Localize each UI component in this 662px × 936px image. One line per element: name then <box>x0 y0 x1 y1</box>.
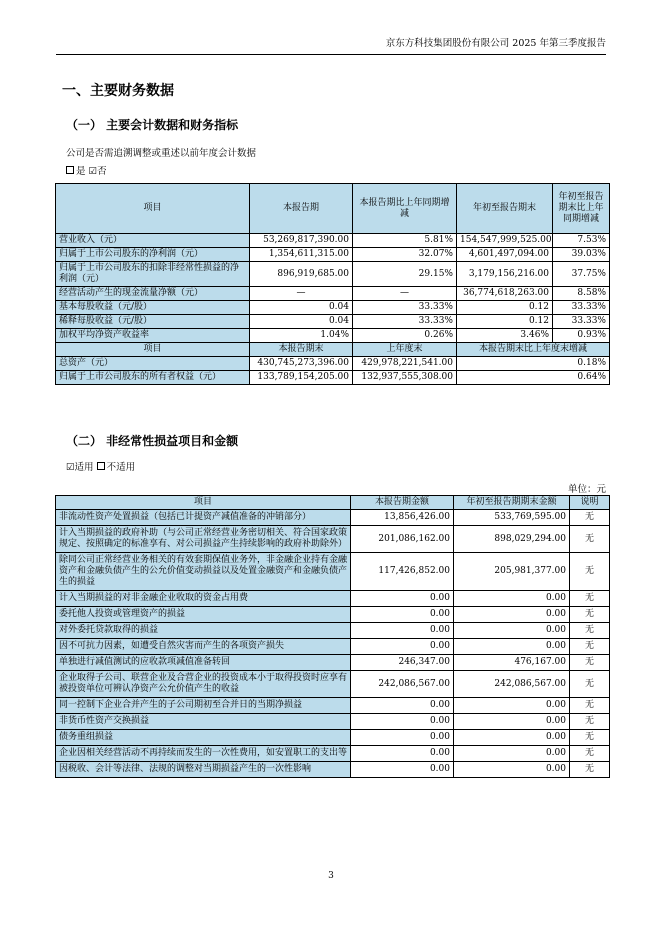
row-label: 非货币性资产交换损益 <box>56 714 351 730</box>
non-recurring-items-table <box>55 495 610 778</box>
value-cell: 0.00 <box>454 591 570 607</box>
column-header: 本报告期末比上年度末增减 <box>457 343 610 357</box>
column-header: 本报告期金额 <box>351 496 454 510</box>
value-cell: 896,919,685.00 <box>250 262 353 287</box>
row-label: 委托他人投资或管理资产的损益 <box>56 607 351 623</box>
value-cell: 0.00 <box>454 623 570 639</box>
value-cell: 0.18% <box>457 357 610 371</box>
value-cell: 154,547,999,525.00 <box>457 234 553 248</box>
row-label: 因税收、会计等法律、法规的调整对当期损益产生的一次性影响 <box>56 762 351 778</box>
table-row <box>56 510 610 526</box>
column-header: 本报告期 <box>250 184 353 234</box>
applicability-options <box>66 462 135 474</box>
table-row <box>56 730 610 746</box>
row-label: 基本每股收益（元/股） <box>56 301 250 315</box>
row-label: 经营活动产生的现金流量净额（元） <box>56 287 250 301</box>
row-label: 营业收入（元） <box>56 234 250 248</box>
value-cell: 0.00 <box>351 698 454 714</box>
column-header: 本报告期比上年同期增减 <box>353 184 457 234</box>
table-row <box>56 714 610 730</box>
option-yes-label: 是 <box>76 166 86 177</box>
row-label: 企业因相关经营活动不再持续而发生的一次性费用，如安置职工的支出等 <box>56 746 351 762</box>
table-header-row <box>56 184 610 234</box>
column-header: 年初至报告期末 <box>457 184 553 234</box>
value-cell: 0.04 <box>250 315 353 329</box>
value-cell: — <box>353 287 457 301</box>
note-cell: 无 <box>570 671 610 698</box>
column-header: 年初至报告期末比上年同期增减 <box>553 184 610 234</box>
row-label: 归属于上市公司股东的净利润（元） <box>56 248 250 262</box>
checkbox-empty-icon <box>97 462 105 470</box>
value-cell: 4,601,497,094.00 <box>457 248 553 262</box>
value-cell: 0.00 <box>454 714 570 730</box>
value-cell: 0.04 <box>250 301 353 315</box>
table-row <box>56 553 610 591</box>
row-label: 归属于上市公司股东的所有者权益（元） <box>56 371 250 385</box>
checkbox-empty-icon <box>66 166 74 174</box>
value-cell: 430,745,273,396.00 <box>250 357 353 371</box>
unit-label: 单位：元 <box>567 484 606 495</box>
restatement-question: 公司是否需追溯调整或重述以前年度会计数据 <box>66 148 257 159</box>
row-label: 加权平均净资产收益率 <box>56 329 250 343</box>
note-cell: 无 <box>570 714 610 730</box>
value-cell: 0.00 <box>454 746 570 762</box>
value-cell: 0.26% <box>353 329 457 343</box>
value-cell: 476,167.00 <box>454 655 570 671</box>
option-not-apply-label: 不适用 <box>106 462 136 473</box>
restatement-options <box>66 166 107 178</box>
value-cell: 53,269,817,390.00 <box>250 234 353 248</box>
row-label: 除同公司正常经营业务相关的有效套期保值业务外，非金融企业持有金融资产和金融负债产生的公允价值变动损益以及处置金融资产和金融负债产生的损益 <box>56 553 351 591</box>
value-cell: 29.15% <box>353 262 457 287</box>
note-cell: 无 <box>570 591 610 607</box>
table-row <box>56 301 610 315</box>
table-header-row <box>56 343 610 357</box>
table-row <box>56 746 610 762</box>
column-header: 说明 <box>570 496 610 510</box>
value-cell: 33.33% <box>353 301 457 315</box>
section-title-financial-data: 一、主要财务数据 <box>62 83 174 99</box>
value-cell: 0.64% <box>457 371 610 385</box>
column-header: 项目 <box>56 496 351 510</box>
value-cell: 3,179,156,216.00 <box>457 262 553 287</box>
subsection-title-accounting-data: （一） 主要会计数据和财务指标 <box>66 118 239 132</box>
note-cell: 无 <box>570 762 610 778</box>
table-row <box>56 655 610 671</box>
row-label: 归属于上市公司股东的扣除非经常性损益的净利润（元） <box>56 262 250 287</box>
row-label: 同一控制下企业合并产生的子公司期初至合并日的当期净损益 <box>56 698 351 714</box>
value-cell: 0.93% <box>553 329 610 343</box>
value-cell: 246,347.00 <box>351 655 454 671</box>
value-cell: 1.04% <box>250 329 353 343</box>
value-cell: — <box>250 287 353 301</box>
value-cell: 32.07% <box>353 248 457 262</box>
column-header: 本报告期末 <box>250 343 353 357</box>
value-cell: 8.58% <box>553 287 610 301</box>
report-header: 京东方科技集团股份有限公司 2025 年第三季度报告 <box>385 38 606 49</box>
subsection-title-non-recurring: （二） 非经常性损益项目和金额 <box>66 434 239 448</box>
value-cell: 0.00 <box>351 623 454 639</box>
note-cell: 无 <box>570 553 610 591</box>
value-cell: 33.33% <box>553 301 610 315</box>
note-cell: 无 <box>570 698 610 714</box>
value-cell: 5.81% <box>353 234 457 248</box>
row-label: 总资产（元） <box>56 357 250 371</box>
row-label: 企业取得子公司、联营企业及合营企业的投资成本小于取得投资时应享有被投资单位可辨认净资产公允价值产生的收益 <box>56 671 351 698</box>
value-cell: 429,978,221,541.00 <box>353 357 457 371</box>
table-row <box>56 262 610 287</box>
row-label: 因不可抗力因素，如遭受自然灾害而产生的各项资产损失 <box>56 639 351 655</box>
value-cell: 242,086,567.00 <box>351 671 454 698</box>
column-header: 年初至报告期期末金额 <box>454 496 570 510</box>
page-number: 3 <box>328 871 334 881</box>
table-row <box>56 248 610 262</box>
column-header: 项目 <box>56 343 250 357</box>
row-label: 非流动性资产处置损益（包括已计提资产减值准备的冲销部分） <box>56 510 351 526</box>
value-cell: 133,789,154,205.00 <box>250 371 353 385</box>
value-cell: 0.00 <box>454 762 570 778</box>
checkbox-checked-icon: ☑ <box>66 462 75 473</box>
value-cell: 3.46% <box>457 329 553 343</box>
value-cell: 132,937,555,308.00 <box>353 371 457 385</box>
note-cell: 无 <box>570 730 610 746</box>
value-cell: 0.00 <box>454 639 570 655</box>
value-cell: 0.00 <box>351 746 454 762</box>
row-label: 对外委托贷款取得的损益 <box>56 623 351 639</box>
table-row <box>56 315 610 329</box>
value-cell: 242,086,567.00 <box>454 671 570 698</box>
value-cell: 0.00 <box>351 607 454 623</box>
value-cell: 39.03% <box>553 248 610 262</box>
column-header: 项目 <box>56 184 250 234</box>
table-row <box>56 698 610 714</box>
row-label: 债务重组损益 <box>56 730 351 746</box>
value-cell: 533,769,595.00 <box>454 510 570 526</box>
row-label: 计入当期损益的政府补助（与公司正常经营业务密切相关、符合国家政策规定、按照确定的标准享有、对公司损益产生持续影响的政府补助除外） <box>56 526 351 553</box>
table-row <box>56 607 610 623</box>
key-financial-indicators-table <box>55 183 610 385</box>
note-cell: 无 <box>570 655 610 671</box>
value-cell: 33.33% <box>353 315 457 329</box>
value-cell: 0.00 <box>454 730 570 746</box>
note-cell: 无 <box>570 607 610 623</box>
table-row <box>56 287 610 301</box>
note-cell: 无 <box>570 639 610 655</box>
value-cell: 0.00 <box>351 762 454 778</box>
table-row <box>56 639 610 655</box>
value-cell: 0.00 <box>351 730 454 746</box>
table-row <box>56 671 610 698</box>
value-cell: 898,029,294.00 <box>454 526 570 553</box>
value-cell: 0.00 <box>454 698 570 714</box>
row-label: 单独进行减值测试的应收款项减值准备转回 <box>56 655 351 671</box>
note-cell: 无 <box>570 746 610 762</box>
value-cell: 33.33% <box>553 315 610 329</box>
value-cell: 7.53% <box>553 234 610 248</box>
table-row <box>56 371 610 385</box>
column-header: 上年度末 <box>353 343 457 357</box>
value-cell: 0.12 <box>457 315 553 329</box>
option-no-label: 否 <box>97 166 107 177</box>
table-row <box>56 591 610 607</box>
value-cell: 36,774,618,263.00 <box>457 287 553 301</box>
value-cell: 201,086,162.00 <box>351 526 454 553</box>
value-cell: 13,856,426.00 <box>351 510 454 526</box>
value-cell: 0.00 <box>351 714 454 730</box>
checkbox-checked-icon: ☑ <box>88 166 98 177</box>
note-cell: 无 <box>570 526 610 553</box>
table-row <box>56 623 610 639</box>
table-row <box>56 329 610 343</box>
value-cell: 205,981,377.00 <box>454 553 570 591</box>
value-cell: 0.00 <box>454 607 570 623</box>
value-cell: 0.12 <box>457 301 553 315</box>
option-apply-label: 适用 <box>74 462 94 473</box>
table-header-row <box>56 496 610 510</box>
header-rule <box>56 54 606 55</box>
table-row <box>56 357 610 371</box>
table-row <box>56 526 610 553</box>
note-cell: 无 <box>570 510 610 526</box>
table-row <box>56 234 610 248</box>
value-cell: 0.00 <box>351 639 454 655</box>
table-row <box>56 762 610 778</box>
row-label: 稀释每股收益（元/股） <box>56 315 250 329</box>
value-cell: 37.75% <box>553 262 610 287</box>
value-cell: 0.00 <box>351 591 454 607</box>
value-cell: 117,426,852.00 <box>351 553 454 591</box>
note-cell: 无 <box>570 623 610 639</box>
value-cell: 1,354,611,315.00 <box>250 248 353 262</box>
row-label: 计入当期损益的对非金融企业收取的资金占用费 <box>56 591 351 607</box>
